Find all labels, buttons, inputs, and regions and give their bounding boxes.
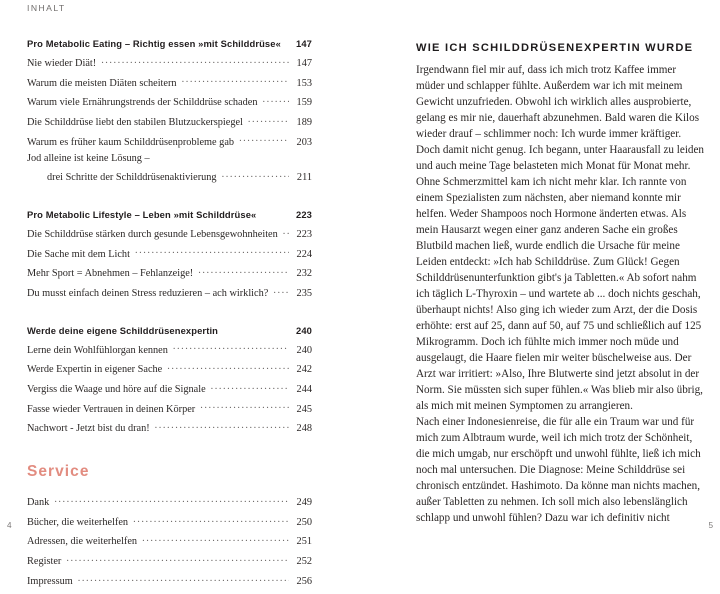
toc-entry[interactable] [27,495,312,508]
folio-right: 5 [708,521,713,530]
toc-leader-dots [222,170,289,180]
toc-section-page: 147 [295,38,312,49]
toc-leader-dots [133,515,289,525]
section-spacer [27,306,312,325]
toc-leader-dots [248,115,289,125]
toc-entry[interactable] [27,515,312,528]
running-head-inhalt: INHALT [27,3,66,13]
toc-entry-page: 244 [296,384,312,396]
folio-left: 4 [7,521,12,530]
toc-entry-page: 232 [296,268,312,280]
toc-entry[interactable] [27,170,312,183]
body-paragraph-2: Nach einer Indonesienreise, die für alle ein Traum war und für mich zum Albtraum wurde, weil ich mich trotz der Schönheit, die mich umgab, nur erschöpft und unwohl fühlte, ließ ich mich noch mal untersuchen. Die Diagnose: Meine Schilddrüse sei chronisch entzündet. Hashimoto. Da könne man nichts machen, außer Tabletten zu nehmen. Ich soll mich also lebenslänglich schlapp und unwohl fühlen? Dazu war ich definitiv nicht [416,416,701,524]
toc-entry-title: Warum viele Ernährungstrends der Schilddrüse schaden [27,97,258,109]
toc-section-title: Werde deine eigene Schilddrüsenexpertin [27,324,219,336]
body-paragraph-1: Irgendwann fiel mir auf, dass ich mich trotz Kaffee immer müder und schlapper fühlte. Außerdem war ich mit meinem Gewicht unzufrieden. Obwohl ich wirklich alles ausprobierte, gelang es mir nie, dauerhaft abzunehmen. Bald waren die Kilos wieder drauf – schlimmer noch: Ich wurde immer kräftiger. Doch damit nicht genug. Ich begann, unter Haarausfall zu leiden und auch meine Tage belasteten mich Monat für Monat mehr. Ohne Schmerzmittel kam ich nicht mehr klar. Ich rannte von einem Spezialisten zum nächsten, aber niemand konnte mir helfen. Weder Shampoos noch Hormone änderten etwas. Als mein Hausarzt wegen einer ganz anderen Sache ein großes Blutbild machen ließ, wurde endlich die Ursache für meine Leiden entdeckt: »Ich hab Schilddrüse. Zum Glück! Gegen Schilddrüsenunterfunktion gibt's ja Tabletten.« Ab sofort nahm ich täglich L-Thyroxin – und wartete ab ... doch nichts geschah, überhaupt nichts! Also ging ich wieder zum Arzt, der die Dosis erhöhte: erst auf 25, dann auf 50, auf 75 und schließlich auf 125 Mikrogramm. Doch ich fühlte mich immer noch müde und ausgelaugt, die Haare fielen mir weiter büschelweise aus. Der Arzt war irritiert: »Also, Ihre Blutwerte sind jetzt absolut in der Norm. Sie müssten sich super fühlen.« Was blieb mir also übrig, als mich mit meinen Symptomen zu arrangieren. [416,64,705,412]
toc-section-heading[interactable] [27,38,312,49]
toc-leader-dots [101,56,289,66]
toc-entry-page: 159 [296,97,312,109]
toc-section-page: 223 [295,208,312,220]
toc-entry-title: Warum es früher kaum Schilddrüsenprobleme gab [27,136,235,148]
toc-entry[interactable] [27,227,312,240]
toc-entry-page: 242 [296,364,312,376]
toc-leader-dots [239,135,289,145]
toc-entry-page: 147 [296,58,312,69]
toc-entry-title: Register [27,556,62,568]
section-spacer [27,190,312,209]
toc-entry[interactable] [27,115,312,128]
toc-entry[interactable] [27,247,312,260]
toc-leader-dots [54,495,289,505]
toc-leader-dots [78,574,289,584]
toc-entry-title: Werde Expertin in eigener Sache [27,364,163,376]
toc-entry-page: 211 [296,172,312,184]
toc-leader-dots [211,382,289,392]
toc-entry-page: 240 [296,344,312,356]
table-of-contents [27,38,312,594]
toc-entry-page: 248 [296,423,312,435]
left-page [0,0,360,587]
toc-entry[interactable] [27,56,312,69]
toc-entry-page: 189 [296,117,312,129]
toc-leader-dots [263,95,290,105]
service-spacer [27,441,312,463]
toc-leader-dots [173,343,289,353]
toc-entry-title: Bücher, die weiterhelfen [27,516,129,528]
toc-entry-title: Die Schilddrüse stärken durch gesunde Lebensgewohnheiten [27,228,278,240]
toc-section-heading[interactable] [27,209,312,220]
toc-entry-title: Jod alleine ist keine Lösung – [27,153,150,165]
toc-entry-page: 249 [296,497,312,509]
toc-entry-title: Dank [27,497,50,509]
toc-leader-dots [142,534,289,544]
toc-entry-title: Vergiss die Waage und höre auf die Signale [27,384,206,396]
toc-entry-page: 223 [296,228,312,240]
toc-entry-title: Du musst einfach deinen Stress reduzieren – ach wirklich? [27,287,269,299]
toc-entry-title: Lerne dein Wohlfühlorgan kennen [27,344,168,356]
toc-entry-page: 153 [296,77,312,89]
toc-leader-dots [283,227,289,237]
toc-leader-dots [273,286,289,296]
toc-entry-title: Impressum [27,575,73,587]
toc-entry-title: Die Sache mit dem Licht [27,248,130,260]
toc-entry[interactable] [27,76,312,89]
toc-entry[interactable] [27,421,312,434]
chapter-title: WIE ICH SCHILDDRÜSENEXPERTIN WURDE [416,42,694,54]
toc-entry[interactable] [27,534,312,547]
toc-entry-page: 256 [296,575,312,587]
toc-entry-page: 252 [296,556,312,568]
toc-entry-title: Adressen, die weiterhelfen [27,536,138,548]
toc-leader-dots [167,362,289,372]
toc-leader-dots [200,402,289,412]
toc-entry[interactable] [27,135,312,148]
toc-entry[interactable] [27,286,312,299]
toc-entry-page: 251 [296,536,312,548]
toc-leader-dots [155,421,289,431]
toc-entry[interactable] [27,343,312,356]
toc-entry-title: Nachwort - Jetzt bist du dran! [27,423,150,435]
toc-leader-dots [66,554,289,564]
toc-entry-title: Warum die meisten Diäten scheitern [27,77,177,89]
toc-entry-title: Die Schilddrüse liebt den stabilen Blutzuckerspiegel [27,117,243,129]
toc-entry[interactable] [27,154,312,164]
toc-section-title: Pro Metabolic Lifestyle – Leben »mit Schilddrüse« [27,208,257,220]
chapter-body [416,62,705,526]
toc-section-heading[interactable] [27,325,312,336]
toc-entry-title: Nie wieder Diät! [27,58,97,69]
toc-entry[interactable] [27,362,312,375]
toc-entry[interactable] [27,402,312,415]
toc-entry[interactable] [27,95,312,108]
toc-leader-dots [135,247,289,257]
right-page [360,0,720,541]
toc-entry-page: 250 [296,516,312,528]
toc-entry[interactable] [27,382,312,395]
toc-section-title: Pro Metabolic Eating – Richtig essen »mit Schilddrüse« [27,38,281,49]
toc-entry-title: Mehr Sport = Abnehmen – Fehlanzeige! [27,268,194,280]
toc-entry[interactable] [27,574,312,587]
toc-entry-page: 203 [296,136,312,148]
toc-entry[interactable] [27,554,312,567]
toc-leader-dots [182,76,289,86]
toc-entry-title: drei Schritte der Schilddrüsenaktivierung [47,172,217,184]
service-heading: Service [27,463,90,481]
toc-entry-page: 235 [296,287,312,299]
toc-entry-page: 224 [296,248,312,260]
toc-section-page: 240 [295,324,312,336]
toc-entry-title: Fasse wieder Vertrauen in deinen Körper [27,403,196,415]
toc-entry[interactable] [27,266,312,279]
toc-entry-page: 245 [296,403,312,415]
toc-leader-dots [198,266,289,276]
